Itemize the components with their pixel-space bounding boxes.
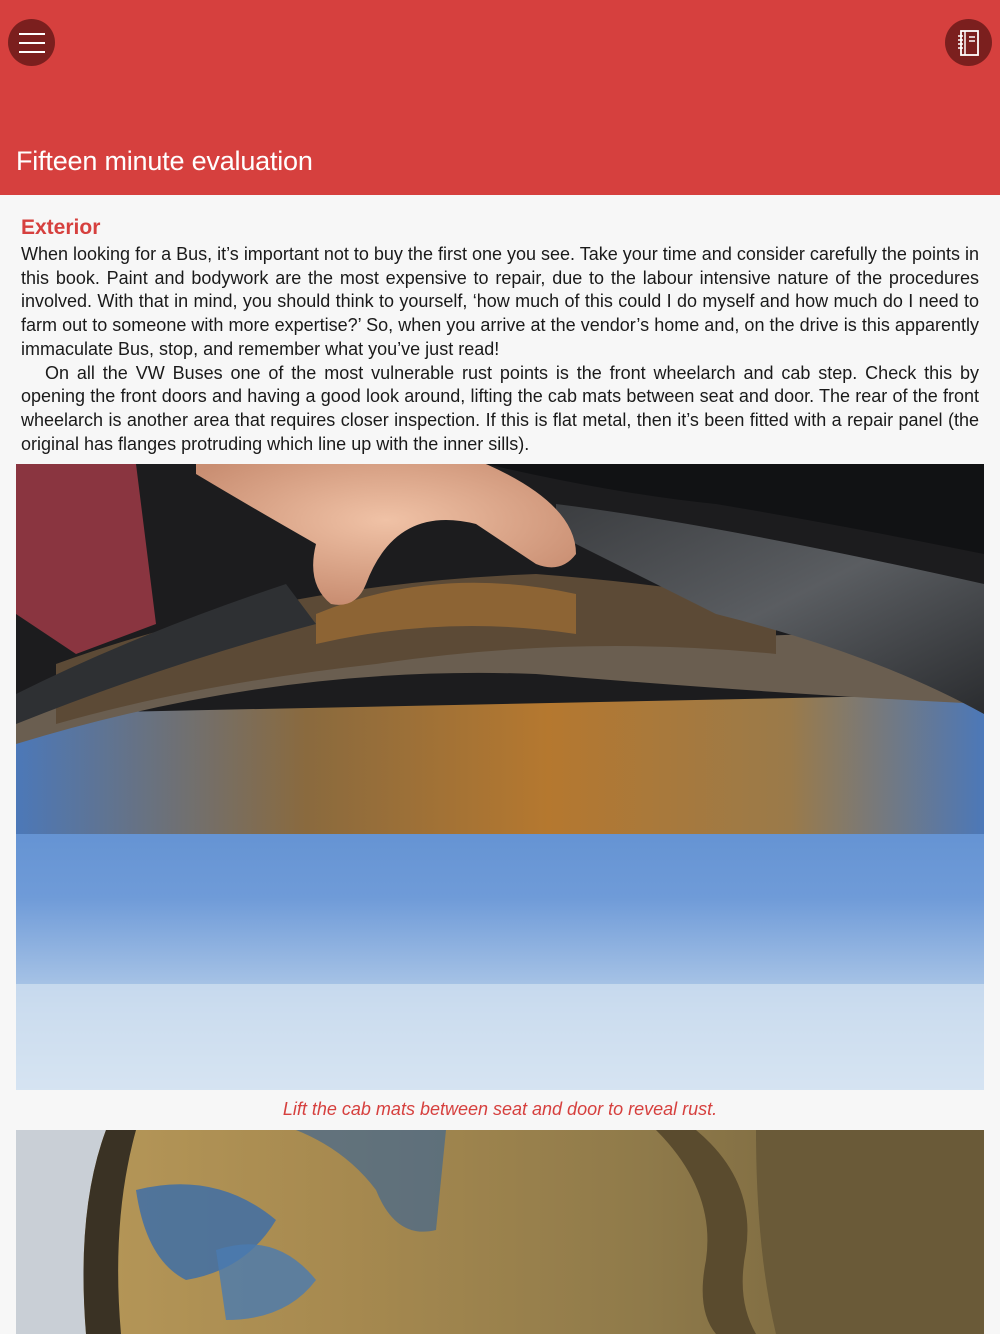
menu-button[interactable] [8,19,55,66]
photo-caption: Lift the cab mats between seat and door to reveal rust. [282,1099,718,1119]
app-header [0,0,1000,195]
hamburger-menu-icon [19,32,45,54]
notebook-icon [958,30,980,56]
paragraph: On all the VW Buses one of the most vulnerable rust points is the front wheelarch and cab step. Check this by opening the front doors and having a good look around, lifting the cab mats between seat and door. The rear of the front wheelarch is another area that requires closer inspection. If this is flat metal, then it’s been fitted with a repair panel (the original has flanges protruding which line up with the inner sills). [21,362,979,454]
notes-button[interactable] [945,19,992,66]
article-body [21,243,979,456]
page-title: Fifteen minute evaluation [16,146,313,176]
paragraph: When looking for a Bus, it’s important not to buy the first one you see. Take your time and consider carefully the points in this book. Paint and bodywork are the most expensive to repair, due to the labour intensive nature of the procedures involved. With that in mind, you should think to yourself, ‘how much of this could I do myself and how much do I need to farm out to someone with more expertise?’ So, when you arrive at the vendor’s home and, on the drive is this apparently immaculate Bus, stop, and remember what you’ve just read! [21,244,979,359]
rust-photo-wheelarch [16,1130,984,1334]
rust-photo-cab-mat [16,464,984,1090]
section-heading: Exterior [21,216,101,239]
